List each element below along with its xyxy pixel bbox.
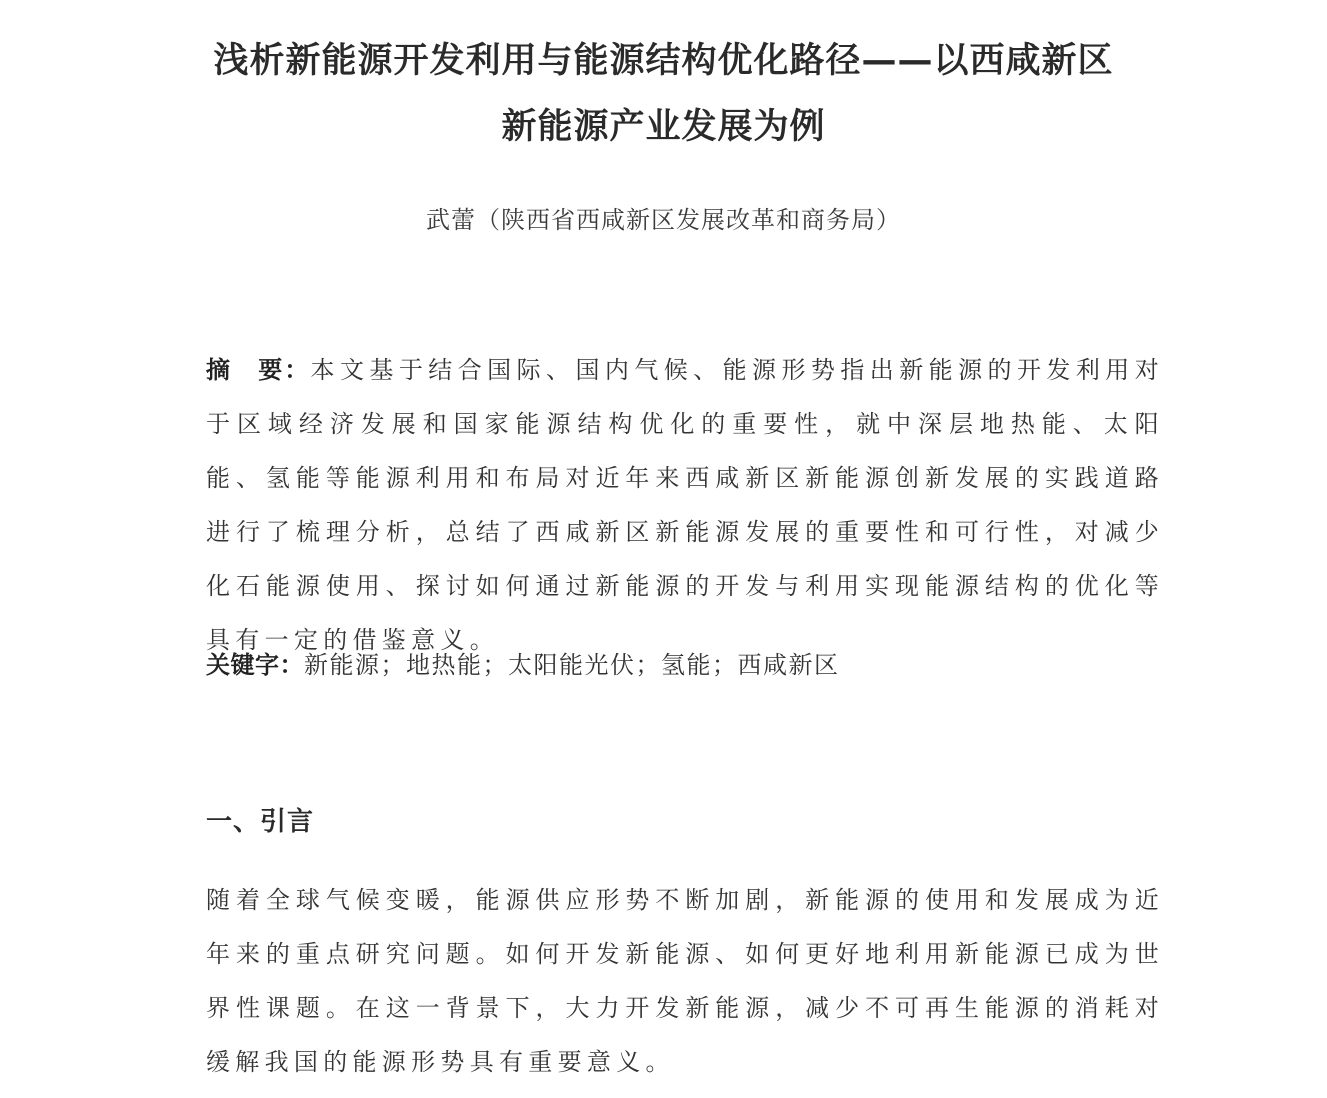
abstract [206,343,1164,667]
document-title: 浅析新能源开发利用与能源结构优化路径——以西咸新区新能源产业发展为例 [213,41,1114,147]
introduction-paragraph: 随着全球气候变暖，能源供应形势不断加剧，新能源的使用和发展成为近年来的重点研究问题。如何开发新能源、如何更好地利用新能源已成为世界性课题。在这一背景下，大力开发新能源，减少不可再生能源的消耗对缓解我国的能源形势具有重要意义。 [206,886,1164,1076]
section-heading-introduction: 一、引言 [206,807,315,837]
author-affiliation: 武蕾（陕西省西咸新区发展改革和商务局） [426,206,901,234]
keywords-text: 新能源；地热能；太阳能光伏；氢能；西咸新区 [304,651,840,679]
abstract-text: 本文基于结合国际、国内气候、能源形势指出新能源的开发利用对于区域经济发展和国家能源结构优化的重要性，就中深层地热能、太阳能、氢能等能源利用和布局对近年来西咸新区新能源创新发展的实践道路进行了梳理分析，总结了西咸新区新能源发展的重要性和可行性，对减少化石能源使用、探讨如何通过新能源的开发与利用实现能源结构的优化等具有一定的借鉴意义。 [206,356,1165,654]
abstract-label: 摘 要： [206,356,311,384]
keywords-label: 关键字： [206,651,304,679]
keywords [206,638,1164,692]
